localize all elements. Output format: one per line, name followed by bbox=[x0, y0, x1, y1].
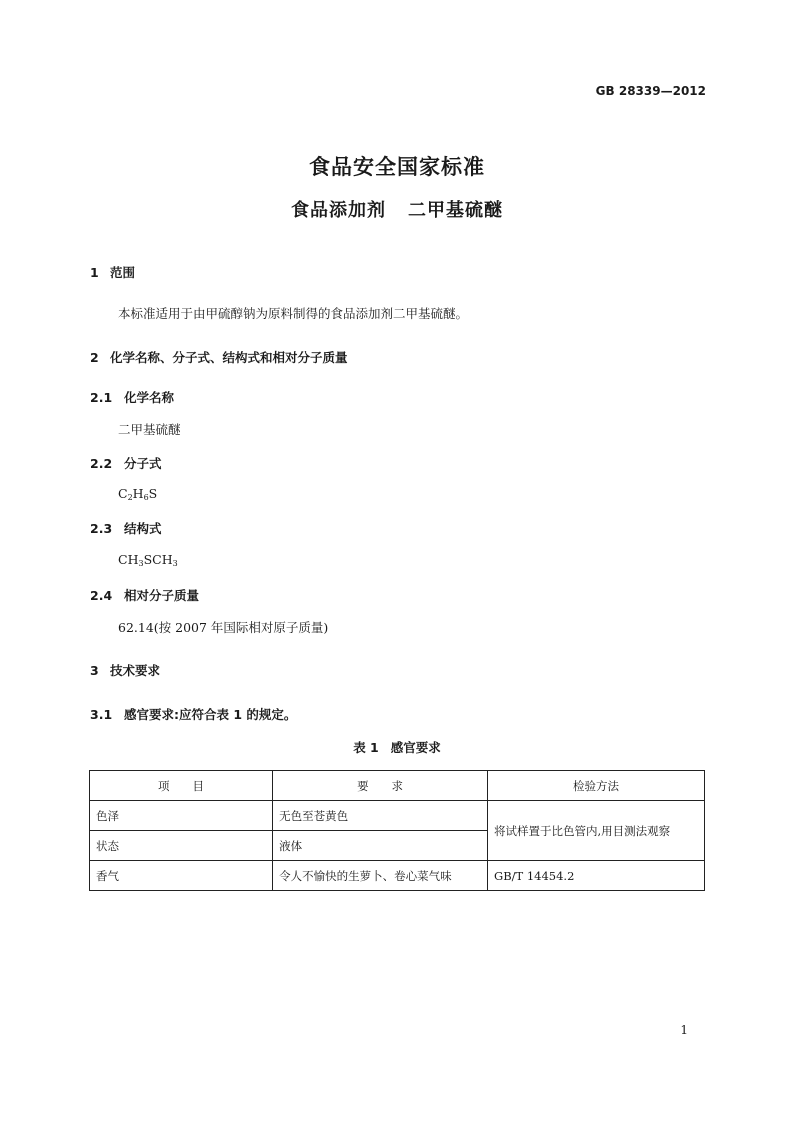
table-caption bbox=[0, 738, 794, 756]
section-number: 2.1 bbox=[90, 390, 113, 405]
sensory-requirements-table bbox=[89, 770, 705, 891]
molecular-weight: 62.14(按 2007 年国际相对原子质量) bbox=[118, 620, 329, 635]
table-header-row bbox=[90, 771, 705, 801]
section-number: 2.2 bbox=[90, 456, 113, 471]
section-1-text: 本标准适用于由甲硫醇钠为原料制得的食品添加剂二甲基硫醚。 bbox=[118, 306, 469, 321]
column-header-requirement: 要 求 bbox=[273, 771, 488, 801]
section-3-1-heading bbox=[90, 705, 296, 723]
formula-subscript: 3 bbox=[172, 559, 178, 568]
section-number: 3 bbox=[90, 663, 99, 678]
standard-code: GB 28339—2012 bbox=[595, 84, 706, 98]
cell-requirement: 令人不愉快的生萝卜、卷心菜气味 bbox=[273, 861, 488, 891]
section-title: 化学名称 bbox=[124, 390, 175, 405]
cell-item: 色泽 bbox=[90, 801, 273, 831]
page-number: 1 bbox=[680, 1023, 688, 1037]
formula-part: SCH bbox=[143, 552, 173, 567]
cell-item: 状态 bbox=[90, 831, 273, 861]
section-number: 3.1 bbox=[90, 707, 113, 722]
formula-subscript: 2 bbox=[127, 493, 133, 502]
section-title: 相对分子质量 bbox=[124, 588, 200, 603]
formula-part: C bbox=[118, 486, 128, 501]
section-title: 分子式 bbox=[124, 456, 162, 471]
document-title: 食品安全国家标准 bbox=[309, 155, 485, 179]
document-subtitle bbox=[0, 196, 794, 222]
section-title: 结构式 bbox=[124, 521, 162, 536]
section-number: 2 bbox=[90, 350, 99, 365]
section-title: 感官要求:应符合表 1 的规定。 bbox=[124, 707, 297, 722]
subtitle-part-a: 食品添加剂 bbox=[291, 200, 386, 221]
subtitle-part-b: 二甲基硫醚 bbox=[408, 200, 503, 221]
column-header-method: 检验方法 bbox=[488, 771, 705, 801]
cell-method: GB/T 14454.2 bbox=[488, 861, 705, 891]
section-title: 范围 bbox=[110, 265, 136, 280]
section-2-heading bbox=[90, 348, 348, 366]
section-2-4-heading bbox=[90, 586, 199, 604]
section-2-3-heading bbox=[90, 519, 162, 537]
cell-requirement: 液体 bbox=[273, 831, 488, 861]
cell-item: 香气 bbox=[90, 861, 273, 891]
table-row bbox=[90, 801, 705, 831]
column-header-item: 项 目 bbox=[90, 771, 273, 801]
section-number: 1 bbox=[90, 265, 99, 280]
section-title: 技术要求 bbox=[110, 663, 161, 678]
table-number: 表 1 bbox=[353, 740, 379, 755]
cell-method: 将试样置于比色管内,用目测法观察 bbox=[488, 801, 705, 861]
section-1-heading bbox=[90, 263, 135, 281]
chemical-name: 二甲基硫醚 bbox=[118, 422, 181, 437]
formula-part: S bbox=[148, 486, 158, 501]
section-number: 2.4 bbox=[90, 588, 113, 603]
table-row bbox=[90, 861, 705, 891]
formula-subscript: 3 bbox=[138, 559, 144, 568]
formula-subscript: 6 bbox=[143, 493, 149, 502]
formula-part: H bbox=[132, 486, 144, 501]
section-title: 化学名称、分子式、结构式和相对分子质量 bbox=[110, 350, 348, 365]
section-2-2-heading bbox=[90, 454, 162, 472]
section-number: 2.3 bbox=[90, 521, 113, 536]
table-title: 感官要求 bbox=[390, 740, 441, 755]
formula-part: CH bbox=[118, 552, 139, 567]
cell-requirement: 无色至苍黄色 bbox=[273, 801, 488, 831]
molecular-formula bbox=[118, 486, 157, 502]
section-2-1-heading bbox=[90, 388, 174, 406]
section-3-heading bbox=[90, 661, 160, 679]
structural-formula bbox=[118, 552, 178, 568]
